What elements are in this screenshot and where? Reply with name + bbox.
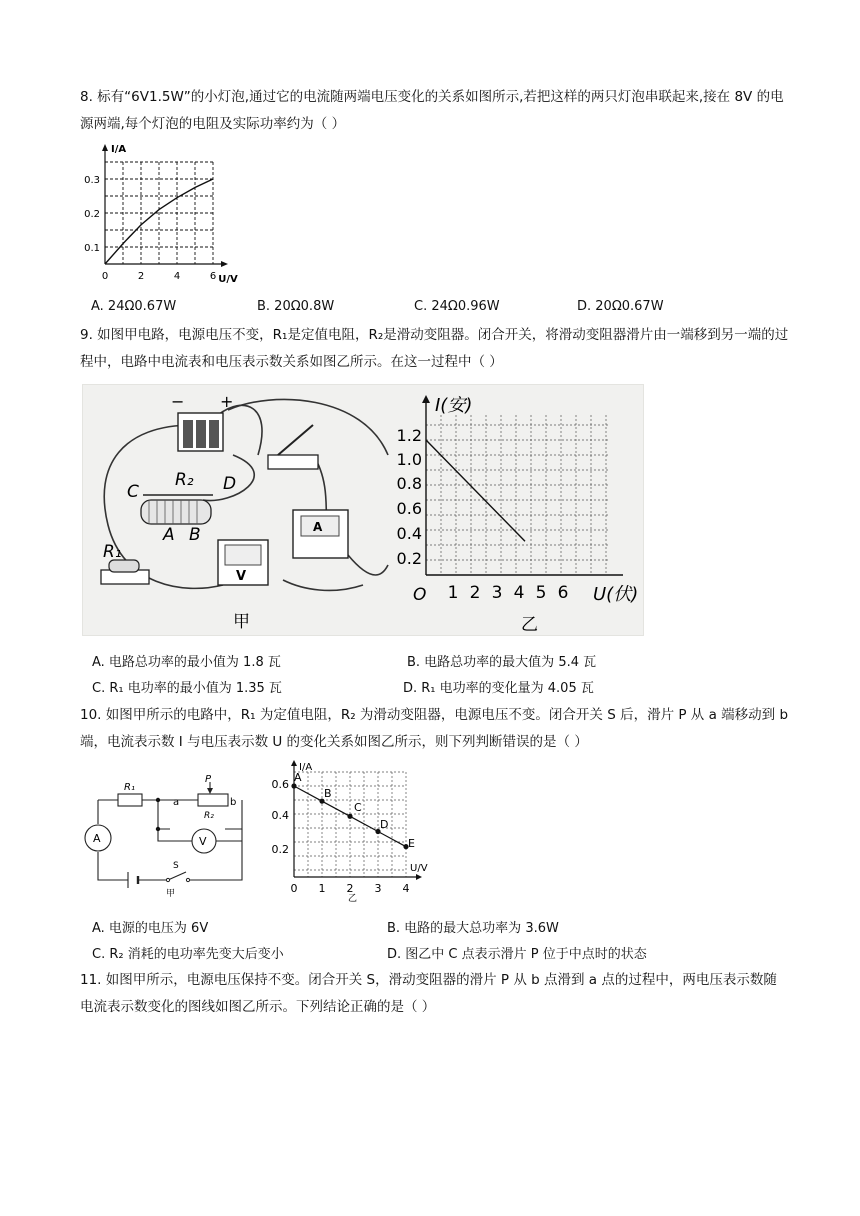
q9-x-tick: 5 bbox=[535, 583, 547, 603]
q10-point-label: A bbox=[294, 771, 302, 784]
q9-y-tick: 0.8 bbox=[396, 474, 422, 493]
q9-option-c[interactable]: C. R₁ 电功率的最小值为 1.35 瓦 bbox=[92, 681, 282, 696]
q9-origin: O bbox=[413, 585, 427, 605]
q8-x-tick: 2 bbox=[137, 271, 145, 282]
q10-x-tick: 1 bbox=[318, 882, 326, 895]
q8-iv-curve bbox=[105, 179, 213, 264]
label-r1: R₁ bbox=[103, 542, 122, 562]
voltmeter-label: V bbox=[199, 835, 207, 848]
label-r2: R₂ bbox=[175, 470, 194, 490]
q10-x-tick: 3 bbox=[374, 882, 382, 895]
q9-y-tick: 1.0 bbox=[396, 450, 422, 469]
battery-plus-icon: + bbox=[220, 392, 234, 411]
question-9-stem: 9. 如图甲电路，电源电压不变，R₁是定值电阻，R₂是滑动变阻器。闭合开关，将滑动变阻器滑片由一端移到另一端的过程中，电路中电流表和电压表示数关系如图乙所示。在这一过程中（ ） bbox=[80, 327, 789, 370]
q8-y-tick: 0.1 bbox=[84, 243, 100, 254]
q9-x-tick: 4 bbox=[513, 583, 525, 603]
q8-graph bbox=[78, 140, 253, 294]
question-11-stem: 11. 如图甲所示，电源电压保持不变。闭合开关 S，滑动变阻器的滑片 P 从 b 点滑到 a 点的过程中，两电压表示数随电流表示数变化的图线如图乙所示。下列结论正确的是（ ） bbox=[80, 972, 777, 1015]
label-s: S bbox=[173, 861, 179, 871]
label-b: b bbox=[230, 797, 237, 808]
q8-x-tick: 0 bbox=[101, 271, 109, 282]
q8-x-label: U/V bbox=[218, 274, 238, 285]
q10-data-point bbox=[347, 814, 352, 819]
q9-y-tick: 0.2 bbox=[396, 549, 422, 568]
q8-option-c[interactable]: C. 24Ω0.96W bbox=[414, 299, 500, 314]
battery-minus-icon: − bbox=[171, 392, 185, 411]
q10-option-b[interactable]: B. 电路的最大总功率为 3.6W bbox=[387, 921, 559, 936]
ammeter-label: A bbox=[93, 832, 101, 845]
q10-option-c[interactable]: C. R₂ 消耗的电功率先变大后变小 bbox=[92, 947, 284, 962]
voltmeter-label: V bbox=[236, 569, 247, 584]
q9-fig-b-caption: 乙 bbox=[521, 615, 538, 635]
q10-graph bbox=[270, 758, 445, 907]
q8-y-label: I/A bbox=[111, 144, 127, 155]
q9-x-label: U(伏) bbox=[593, 584, 639, 605]
q8-option-b[interactable]: B. 20Ω0.8W bbox=[257, 299, 335, 314]
q10-point-label: E bbox=[408, 837, 415, 850]
q10-point-label: B bbox=[324, 787, 332, 800]
label-r1: R₁ bbox=[124, 782, 135, 793]
q10-point-label: C bbox=[354, 801, 362, 814]
q9-circuit-diagram bbox=[101, 392, 388, 632]
q9-x-tick: 6 bbox=[557, 583, 569, 603]
question-10-stem: 10. 如图甲所示的电路中，R₁ 为定值电阻，R₂ 为滑动变阻器，电源电压不变。闭合开关 S 后，滑片 P 从 a 端移动到 b 端，电流表示数 I 与电压表示数 U 的变化关系如图乙所示，则下列判断错误的是（ ） bbox=[80, 707, 789, 750]
q10-option-a[interactable]: A. 电源的电压为 6V bbox=[92, 921, 209, 936]
label-d: D bbox=[223, 474, 237, 494]
q10-data-point bbox=[291, 783, 296, 788]
q9-x-tick: 1 bbox=[447, 583, 459, 603]
label-b-terminal: B bbox=[189, 525, 201, 545]
q10-circuit-diagram bbox=[80, 772, 255, 901]
q9-x-tick: 2 bbox=[469, 583, 481, 603]
q10-x-tick: 2 bbox=[346, 882, 354, 895]
label-r2: R₂ bbox=[204, 811, 214, 821]
q9-graph bbox=[397, 395, 639, 635]
q10-x-tick: 0 bbox=[290, 882, 298, 895]
q10-fig-a-caption: 甲 bbox=[166, 889, 176, 897]
q9-y-label: I(安) bbox=[435, 395, 473, 416]
q9-option-a[interactable]: A. 电路总功率的最小值为 1.8 瓦 bbox=[92, 655, 281, 670]
label-a-terminal: A bbox=[163, 525, 175, 545]
q8-option-d[interactable]: D. 20Ω0.67W bbox=[577, 299, 664, 314]
q10-y-tick: 0.6 bbox=[271, 778, 289, 791]
question-8-stem: 8. 标有“6V1.5W”的小灯泡,通过它的电流随两端电压变化的关系如图所示,若把这样的两只灯泡串联起来,接在 8V 的电源两端,每个灯泡的电阻及实际功率约为（ ） bbox=[80, 89, 784, 132]
q8-x-tick: 6 bbox=[209, 271, 217, 282]
q10-point-label: D bbox=[380, 818, 389, 831]
q10-option-d[interactable]: D. 图乙中 C 点表示滑片 P 位于中点时的状态 bbox=[387, 947, 647, 962]
q9-fig-a-caption: 甲 bbox=[233, 612, 250, 632]
q9-x-tick: 3 bbox=[491, 583, 503, 603]
q9-y-tick: 0.4 bbox=[396, 524, 422, 543]
ammeter-label: A bbox=[313, 520, 323, 534]
q9-option-b[interactable]: B. 电路总功率的最大值为 5.4 瓦 bbox=[407, 655, 597, 670]
q10-y-tick: 0.2 bbox=[271, 843, 289, 856]
q10-fig-b-caption: 乙 bbox=[348, 894, 358, 903]
q8-y-tick: 0.3 bbox=[84, 175, 100, 186]
q8-y-tick: 0.2 bbox=[84, 209, 100, 220]
label-c: C bbox=[127, 482, 139, 502]
q9-y-tick: 1.2 bbox=[396, 426, 422, 445]
q8-option-a[interactable]: A. 24Ω0.67W bbox=[91, 299, 177, 314]
q8-x-tick: 4 bbox=[173, 271, 181, 282]
q10-y-label: I/A bbox=[299, 762, 313, 773]
label-a: a bbox=[173, 797, 180, 808]
q9-y-tick: 0.6 bbox=[396, 499, 422, 518]
q9-figure-panel bbox=[82, 384, 644, 636]
q10-x-tick: 4 bbox=[402, 882, 410, 895]
q9-option-d[interactable]: D. R₁ 电功率的变化量为 4.05 瓦 bbox=[403, 681, 594, 696]
q10-y-tick: 0.4 bbox=[271, 809, 289, 822]
q10-x-label: U/V bbox=[410, 863, 428, 874]
label-p: P bbox=[205, 774, 212, 785]
